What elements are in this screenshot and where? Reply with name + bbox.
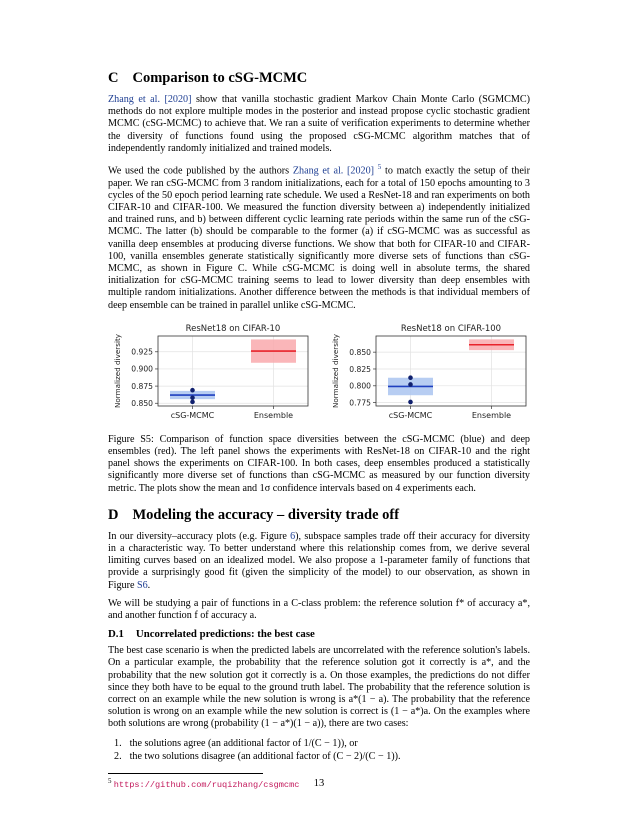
section-number: D: [108, 506, 119, 523]
figure-ref-link[interactable]: S6: [136, 579, 148, 591]
x-tick-label: cSG-MCMC: [388, 410, 433, 420]
paper-page: [108, 70, 530, 790]
subsection-title: Uncorrelated predictions: the best case: [135, 628, 315, 641]
chart-title: ResNet18 on CIFAR-10: [185, 323, 281, 334]
x-tick-label: Ensemble: [253, 410, 294, 420]
subsection-d1-paragraph: The best case scenario is when the predicted labels are uncorrelated with the reference solution's labels. On a particular example, the probability that the reference solution got it correctly is a*, and the probability that the new solution got it correctly is a. On those examples, the predictions do not differ since they both have to be equal to the ground truth label. The probability that the reference solution is correct on an example while the new solution is wrong is a*(1 − a). The probability that the reference solution is wrong on an example while the new solution is correct is (1 − a*)a. On the examples where both solutions are wrong (probability (1 − a*)(1 − a)), there are two cases:: [108, 645, 530, 730]
list-marker: 1.: [114, 737, 122, 749]
data-point: [408, 375, 413, 380]
y-tick-label: 0.925: [131, 347, 153, 357]
y-tick-label: 0.825: [349, 364, 371, 374]
y-tick-label: 0.875: [131, 381, 153, 391]
section-d-heading: [108, 507, 530, 524]
list-text: the two solutions disagree (an additional factor of (C − 2)/(C − 1)).: [129, 750, 401, 762]
section-title: Comparison to cSG-MCMC: [132, 70, 308, 86]
y-tick-label: 0.775: [349, 398, 371, 408]
list-item: [108, 750, 530, 763]
paragraph-text: We used the code published by the authors: [108, 165, 293, 177]
section-c-paragraph-1: [108, 94, 530, 155]
figure-ref-link[interactable]: 6: [290, 530, 296, 542]
footnote-url-link[interactable]: https://github.com/ruqizhang/csgmcmc: [113, 780, 300, 791]
paragraph-text: .: [147, 579, 151, 591]
data-point: [190, 395, 195, 400]
section-c-paragraph-2: [108, 161, 530, 312]
data-point: [408, 399, 413, 404]
chart-title: ResNet18 on CIFAR-100: [400, 323, 502, 334]
chart-cifar10: [108, 318, 312, 430]
subsection-number: D.1: [108, 628, 124, 641]
y-axis-label: Normalized diversity: [113, 333, 122, 408]
chart-cifar100: [326, 318, 530, 430]
page-number: 13: [313, 778, 325, 789]
y-tick-label: 0.850: [349, 347, 371, 357]
y-tick-label: 0.900: [131, 364, 153, 374]
figure-caption: Figure S5: Comparison of function space diversities between the cSG-MCMC (blue) and deep ensembles (red). The left panel shows the experiments with ResNet-18 on CIFAR-10 and the right panel shows the experiments on CIFAR-100. In both cases, deep ensembles produced a statistically significantly more diverse set of functions than cSG-MCMC as measured by our function diversity metric. The plots show the mean and 1σ confidence intervals based on 4 experiments each.: [108, 433, 530, 494]
data-point: [190, 399, 195, 404]
paragraph-text: ), subspace samples trade off their accuracy for diversity in a characteristic way. To better understand where this relationship comes from, we derive several limiting curves based on an idealized model. We also propose a 1-parameter family of functions that provide a surprisingly good fit (given the simplicity of the model) to our observation, as shown in Figure: [108, 530, 530, 591]
paragraph-text: to match exactly the setup of their paper. We ran cSG-MCMC from 3 random initializations, each for a total of 150 epochs amounting to 3 cycles of the 50 epoch period learning rate schedule. We used a ResNet-18 and ran experiments on both CIFAR-10 and CIFAR-100. We measured the function diversity between a) independently initialized and trained runs, and b) between different cyclic learning rate periods within the same run of the cSG-MCMC. The latter (b) should be comparable to the former (a) if cSG-MCMC was as successful as vanilla deep ensembles at producing diverse functions. We show that both for CIFAR-10 and CIFAR-100, vanilla ensembles generate statistically significantly more diverse sets of functions than cSG-MCMC, as shown in Figure C. While cSG-MCMC is doing well in absolute terms, the shared initialization for cSG-MCMC training seems to lead to lower diversity than deep ensembles with multiple random initializations. Another difference between the methods is that individual members of deep ensemble can be trained in parallel unlike cSG-MCMC.: [108, 165, 530, 311]
list-item: [108, 737, 530, 750]
footnote-number: 5: [108, 777, 112, 786]
footnote-marker[interactable]: 5: [377, 163, 382, 172]
list-marker: 2.: [114, 750, 122, 762]
paragraph-text: In our diversity–accuracy plots (e.g. Figure: [108, 530, 291, 542]
section-d-paragraph-1: [108, 531, 530, 592]
y-tick-label: 0.850: [131, 398, 153, 408]
list-text: the solutions agree (an additional factor of 1/(C − 1)), or: [129, 737, 358, 749]
x-tick-label: Ensemble: [471, 410, 512, 420]
data-point: [190, 388, 195, 393]
y-axis-label: Normalized diversity: [331, 333, 340, 408]
y-tick-label: 0.800: [349, 381, 371, 391]
x-tick-label: cSG-MCMC: [170, 410, 215, 420]
footnote-rule: [108, 773, 263, 774]
section-c-heading: [108, 70, 530, 87]
subsection-d1-heading: [108, 628, 530, 640]
figure-s5: [108, 318, 530, 430]
paragraph-text: show that vanilla stochastic gradient Markov Chain Monte Carlo (SGMCMC) methods do not explore multiple modes in the posterior and instead propose cyclic stochastic gradient MCMC (cSG-MCMC) to achieve that. We ran a suite of verification experiments to determine whether the diversity of functions found using the proposed cSG-MCMC algorithm matches that of independently randomly initialized and trained models.: [108, 94, 530, 154]
section-number: C: [108, 70, 119, 86]
citation-link[interactable]: Zhang et al. [2020]: [108, 94, 192, 105]
data-point: [408, 382, 413, 387]
section-d-paragraph-2: We will be studying a pair of functions in a C-class problem: the reference solution f* of accuracy a*, and another function f of accuracy a.: [108, 597, 530, 622]
citation-link[interactable]: Zhang et al. [2020]: [292, 165, 375, 177]
section-title: Modeling the accuracy – diversity trade off: [132, 506, 400, 523]
enumerated-list: [108, 737, 530, 763]
